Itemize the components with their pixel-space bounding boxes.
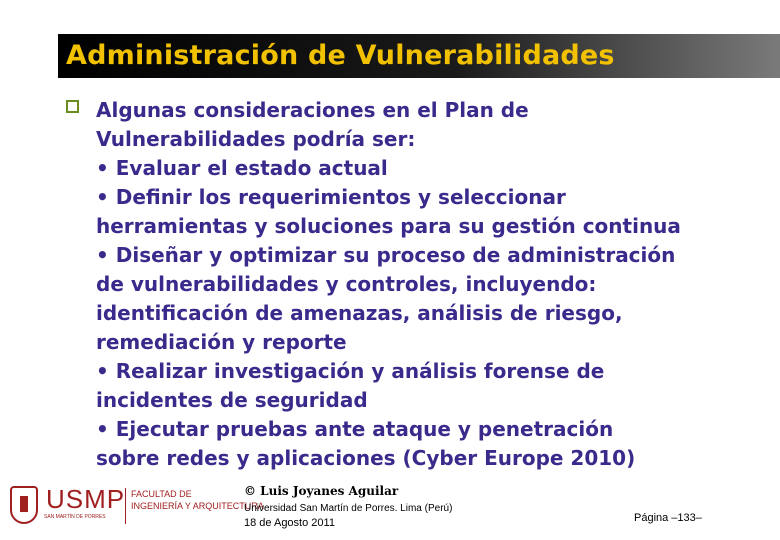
logo-text: USMP [46,484,126,514]
checkbox-bullet-icon [66,100,79,113]
logo-subtext: SAN MARTÍN DE PORRES [44,514,106,520]
body-line: identificación de amenazas, análisis de riesgo, [96,301,623,325]
body-line: Vulnerabilidades podría ser: [96,127,416,151]
title-bar [58,34,780,78]
slide-body [96,96,776,473]
body-line: remediación y reporte [96,330,347,354]
faculty-line: INGENIERÍA Y ARQUITECTURA [131,501,264,511]
university-text: Universidad San Martín de Porres. Lima (Perú) [244,503,453,514]
body-line: sobre redes y aplicaciones (Cyber Europe 2010) [96,446,636,470]
body-line: de vulnerabilidades y controles, incluyendo: [96,272,597,296]
usmp-logo [8,482,264,532]
body-line: incidentes de seguridad [96,388,368,412]
shield-icon [10,486,38,524]
copyright-text: © Luis Joyanes Aguilar [244,484,399,498]
date-text: 18 de Agosto 2011 [244,517,335,529]
body-line: • Ejecutar pruebas ante ataque y penetración [96,417,614,441]
body-line: • Realizar investigación y análisis forense de [96,359,605,383]
page-number: Página –133– [634,512,702,524]
body-line: Algunas consideraciones en el Plan de [96,98,529,122]
body-line: • Definir los requerimientos y seleccionar [96,185,566,209]
slide-title: Administración de Vulnerabilidades [66,40,615,71]
body-line: herramientas y soluciones para su gestión continua [96,214,681,238]
body-line: • Evaluar el estado actual [96,156,388,180]
body-line: • Diseñar y optimizar su proceso de administración [96,243,676,267]
faculty-line: FACULTAD DE [131,489,192,499]
logo-divider [125,488,126,524]
